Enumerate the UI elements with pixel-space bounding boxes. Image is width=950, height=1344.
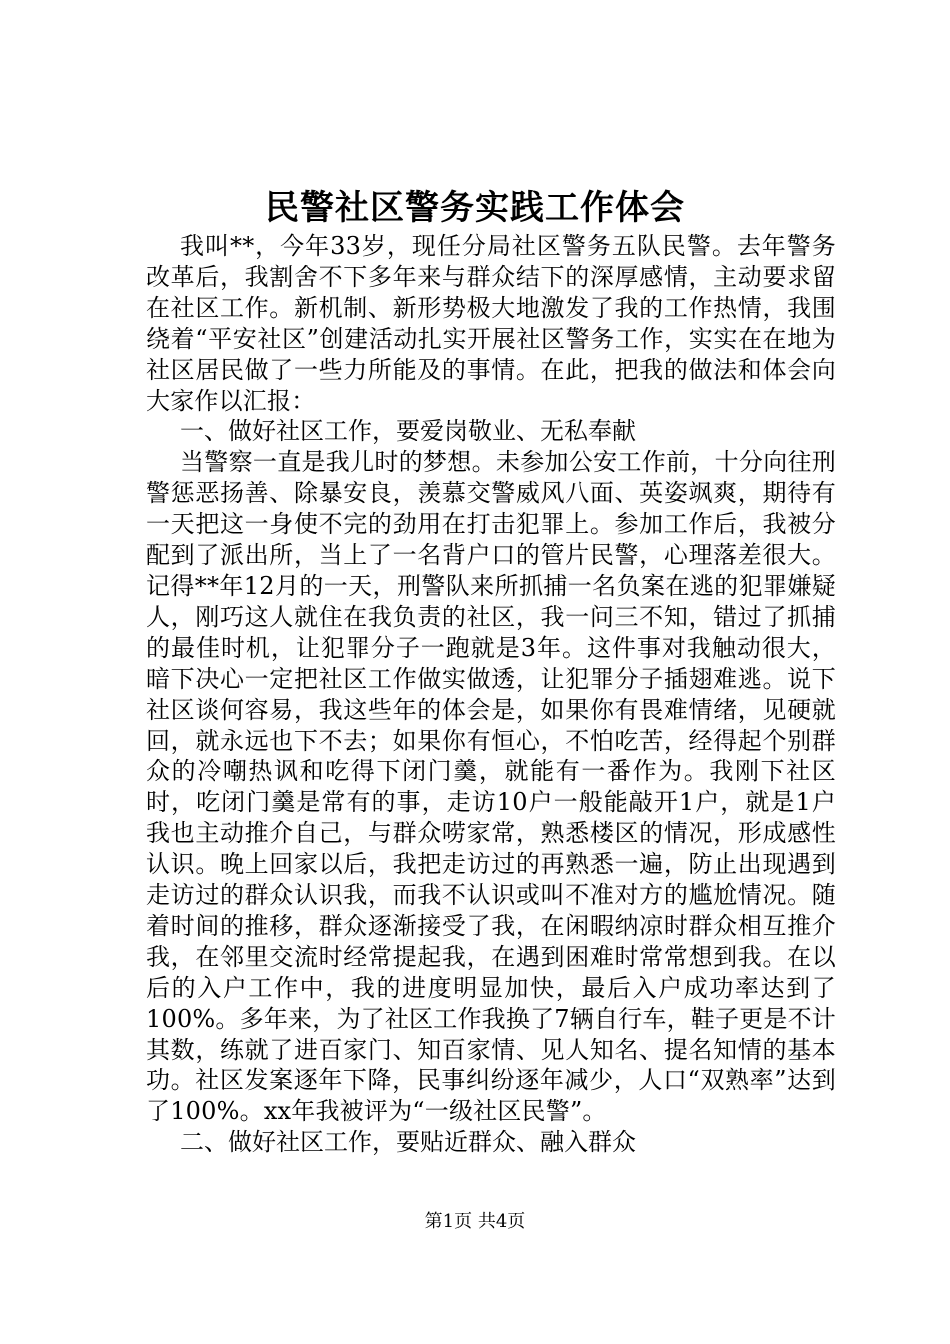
page-footer: 第1页 共4页 [424,1211,526,1232]
section-heading-2: 二、做好社区工作，要贴近群众、融入群众 [180,1128,636,1157]
document-body [146,231,836,1158]
section-1-paragraph: 当警察一直是我儿时的梦想。未参加公安工作前，十分向往刑警惩恶扬善、除暴安良，羡慕交警威风八面、英姿飒爽，期待有一天把这一身使不完的劲用在打击犯罪上。参加工作后，我被分配到了派出所，当上了一名背户口的管片民警，心理落差很大。记得**年12月的一天，刑警队来所抓捕一名负案在逃的犯罪嫌疑人，刚巧这人就住在我负责的社区，我一问三不知，错过了抓捕的最佳时机，让犯罪分子一跑就是3年。这件事对我触动很大，暗下决心一定把社区工作做实做透，让犯罪分子插翅难逃。说下社区谈何容易，我这些年的体会是，如果你有畏难情绪，见硬就回，就永远也下不去；如果你有恒心，不怕吃苦，经得起个别群众的冷嘲热讽和吃得下闭门羹，就能有一番作为。我刚下社区时，吃闭门羹是常有的事，走访10户一般能敲开1户，就是1户我也主动推介自己，与群众唠家常，熟悉楼区的情况，形成感性认识。晚上回家以后，我把走访过的再熟悉一遍，防止出现遇到走访过的群众认识我，而我不认识或叫不准对方的尴尬情况。随着时间的推移，群众逐渐接受了我，在闲暇纳凉时群众相互推介我，在邻里交流时经常提起我，在遇到困难时常常想到我。在以后的入户工作中，我的进度明显加快，最后入户成功率达到了100%。多年来，为了社区工作我换了7辆自行车，鞋子更是不计其数，练就了进百家门、知百家情、见人知名、提名知情的基本功。社区发案逐年下降，民事纠纷逐年减少，人口“双熟率”达到了100%。xx年我被评为“一级社区民警”。 [146,448,836,1126]
intro-paragraph: 我叫**，今年33岁，现任分局社区警务五队民警。去年警务改革后，我割舍不下多年来与群众结下的深厚感情，主动要求留在社区工作。新机制、新形势极大地激发了我的工作热情，我围绕着“平安社区”创建活动扎实开展社区警务工作，实实在在地为社区居民做了一些力所能及的事情。在此，把我的做法和体会向大家作以汇报： [146,232,836,415]
section-heading-1: 一、做好社区工作，要爱岗敬业、无私奉献 [180,417,636,446]
document-title: 民警社区警务实践工作体会 [265,188,685,228]
